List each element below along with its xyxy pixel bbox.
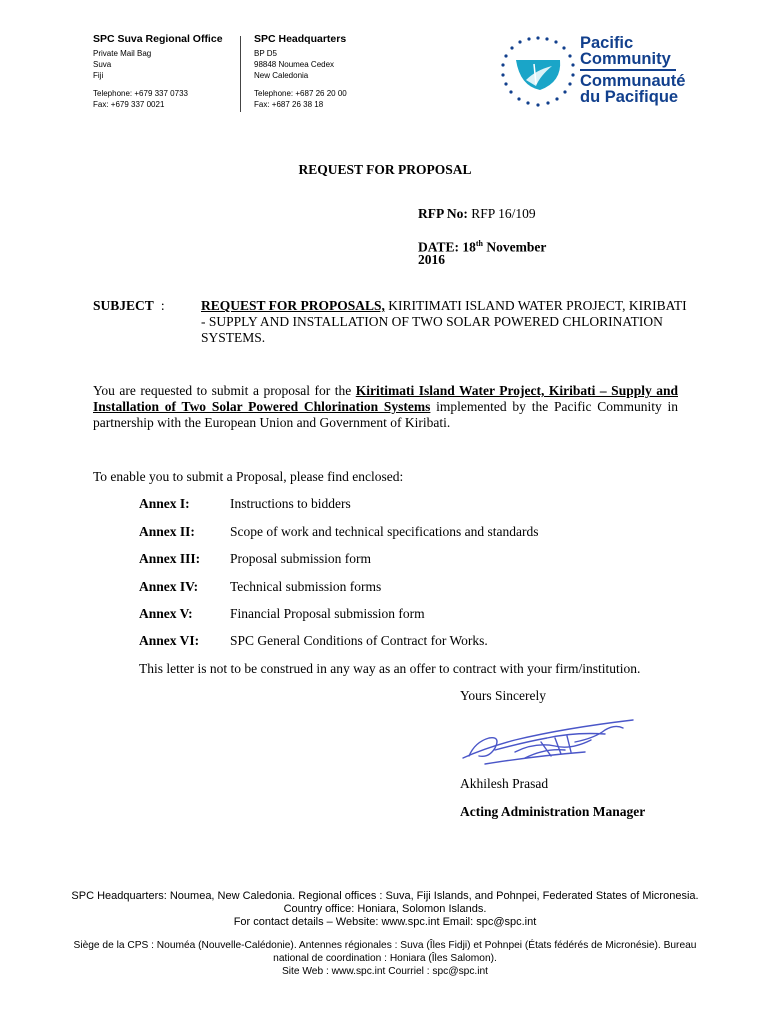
date-label: DATE: 18 — [418, 239, 476, 255]
annex-label: Annex V: — [139, 606, 193, 621]
logo-name-en-1: Pacific — [580, 34, 634, 52]
annex-label: Annex I: — [139, 496, 190, 511]
suva-fax: Fax: +679 337 0021 — [93, 100, 165, 109]
date-year: 2016 — [418, 252, 445, 267]
annex-text: Technical submission forms — [230, 579, 382, 594]
annex-label: Annex II: — [139, 524, 195, 539]
subject-lead: REQUEST FOR PROPOSALS, — [201, 298, 385, 313]
signature-icon — [455, 712, 645, 774]
annex-label: Annex IV: — [139, 579, 199, 594]
hq-fax: Fax: +687 26 38 18 — [254, 100, 324, 109]
annex-text: Scope of work and technical specifications and standards — [230, 524, 539, 539]
subject-line: SYSTEMS. — [201, 330, 266, 345]
intro-project-name: Kiritimati Island Water Project, Kiribati – Supply and Installation of Two Solar Powered Chlorination Systems — [93, 383, 678, 414]
signatory-title: Acting Administration Manager — [460, 804, 646, 819]
footer-en-line: For contact details – Website: www.spc.int Email: spc@spc.int — [233, 916, 537, 928]
hq-telephone: Telephone: +687 26 20 00 — [254, 89, 347, 98]
pacific-community-logo-icon — [496, 30, 580, 114]
logo-name-fr-1: Communauté — [580, 72, 686, 90]
annex-text: Proposal submission form — [230, 551, 372, 566]
annex-text: Instructions to bidders — [230, 496, 351, 511]
suva-telephone: Telephone: +679 337 0733 — [93, 89, 188, 98]
annex-row — [139, 496, 351, 512]
suva-address-line: Private Mail Bag — [93, 49, 152, 58]
annex-row — [139, 579, 381, 595]
enclosed-intro: To enable you to submit a Proposal, please find enclosed: — [93, 469, 404, 484]
subject-line: - SUPPLY AND INSTALLATION OF TWO SOLAR POWERED CHLORINATION — [201, 314, 663, 329]
annex-label: Annex VI: — [139, 633, 200, 648]
subject-label-text: SUBJECT — [93, 298, 154, 313]
rfp-number-label: RFP No: — [418, 206, 468, 221]
suva-address-line: Fiji — [93, 71, 104, 80]
date-suffix: th — [475, 239, 484, 248]
hq-office-title: SPC Headquarters — [254, 33, 347, 45]
subject-line1-rest: KIRITIMATI ISLAND WATER PROJECT, KIRIBATI — [384, 298, 687, 313]
logo-name-en-2: Community — [580, 50, 671, 68]
suva-address-line: Suva — [93, 60, 112, 69]
letterhead-divider — [240, 36, 241, 112]
annex-row — [139, 633, 488, 649]
footer-en-line: Country office: Honiara, Solomon Islands. — [283, 903, 487, 915]
signatory-name: Akhilesh Prasad — [460, 776, 549, 791]
annex-label: Annex III: — [139, 551, 201, 566]
intro-prefix: You are requested to submit a proposal for the — [93, 383, 356, 398]
intro-suffix: implemented by the Pacific Community in partnership with the European Union and Government of Kiribati. — [93, 399, 678, 430]
footer-fr-line: national de coordination : Honiara (Îles Salomon). — [273, 953, 497, 964]
logo-name-fr-2: du Pacifique — [580, 88, 679, 106]
rfp-number-value: RFP 16/109 — [471, 206, 536, 221]
suva-office-title: SPC Suva Regional Office — [93, 33, 223, 45]
date-month: November — [483, 239, 547, 255]
closing-text: Yours Sincerely — [460, 688, 547, 703]
subject-colon: : — [160, 298, 165, 313]
footer-fr-line: Site Web : www.spc.int Courriel : spc@spc.int — [281, 966, 489, 977]
subject-text — [201, 298, 741, 346]
annex-row — [139, 606, 425, 622]
document-title: REQUEST FOR PROPOSAL — [298, 162, 472, 177]
annex-text: Financial Proposal submission form — [230, 606, 425, 621]
hq-address-line: New Caledonia — [254, 71, 309, 80]
logo-divider — [580, 69, 676, 71]
suva-office-block — [93, 33, 223, 110]
annex-text: SPC General Conditions of Contract for Works. — [230, 633, 488, 648]
subject-label — [93, 298, 165, 314]
subject-line — [201, 298, 741, 314]
annex-row — [139, 551, 371, 567]
annex-row — [139, 524, 539, 540]
hq-address-line: BP D5 — [254, 49, 277, 58]
footer-en-line: SPC Headquarters: Noumea, New Caledonia. Regional offices : Suva, Fiji Islands, and Pohnpei, Federated States of Micronesia. — [71, 890, 699, 902]
intro-paragraph — [93, 383, 678, 431]
hq-office-block — [254, 33, 347, 110]
hq-address-line: 98848 Noumea Cedex — [254, 60, 335, 69]
rfp-number — [418, 206, 536, 222]
footer-fr-line: Siège de la CPS : Nouméa (Nouvelle-Calédonie). Antennes régionales : Suva (Îles Fidji) et Pohnpei (États fédérés de Micronésie). Bureau — [73, 940, 697, 951]
disclaimer-text: This letter is not to be construed in any way as an offer to contract with your firm/institution. — [139, 661, 641, 676]
